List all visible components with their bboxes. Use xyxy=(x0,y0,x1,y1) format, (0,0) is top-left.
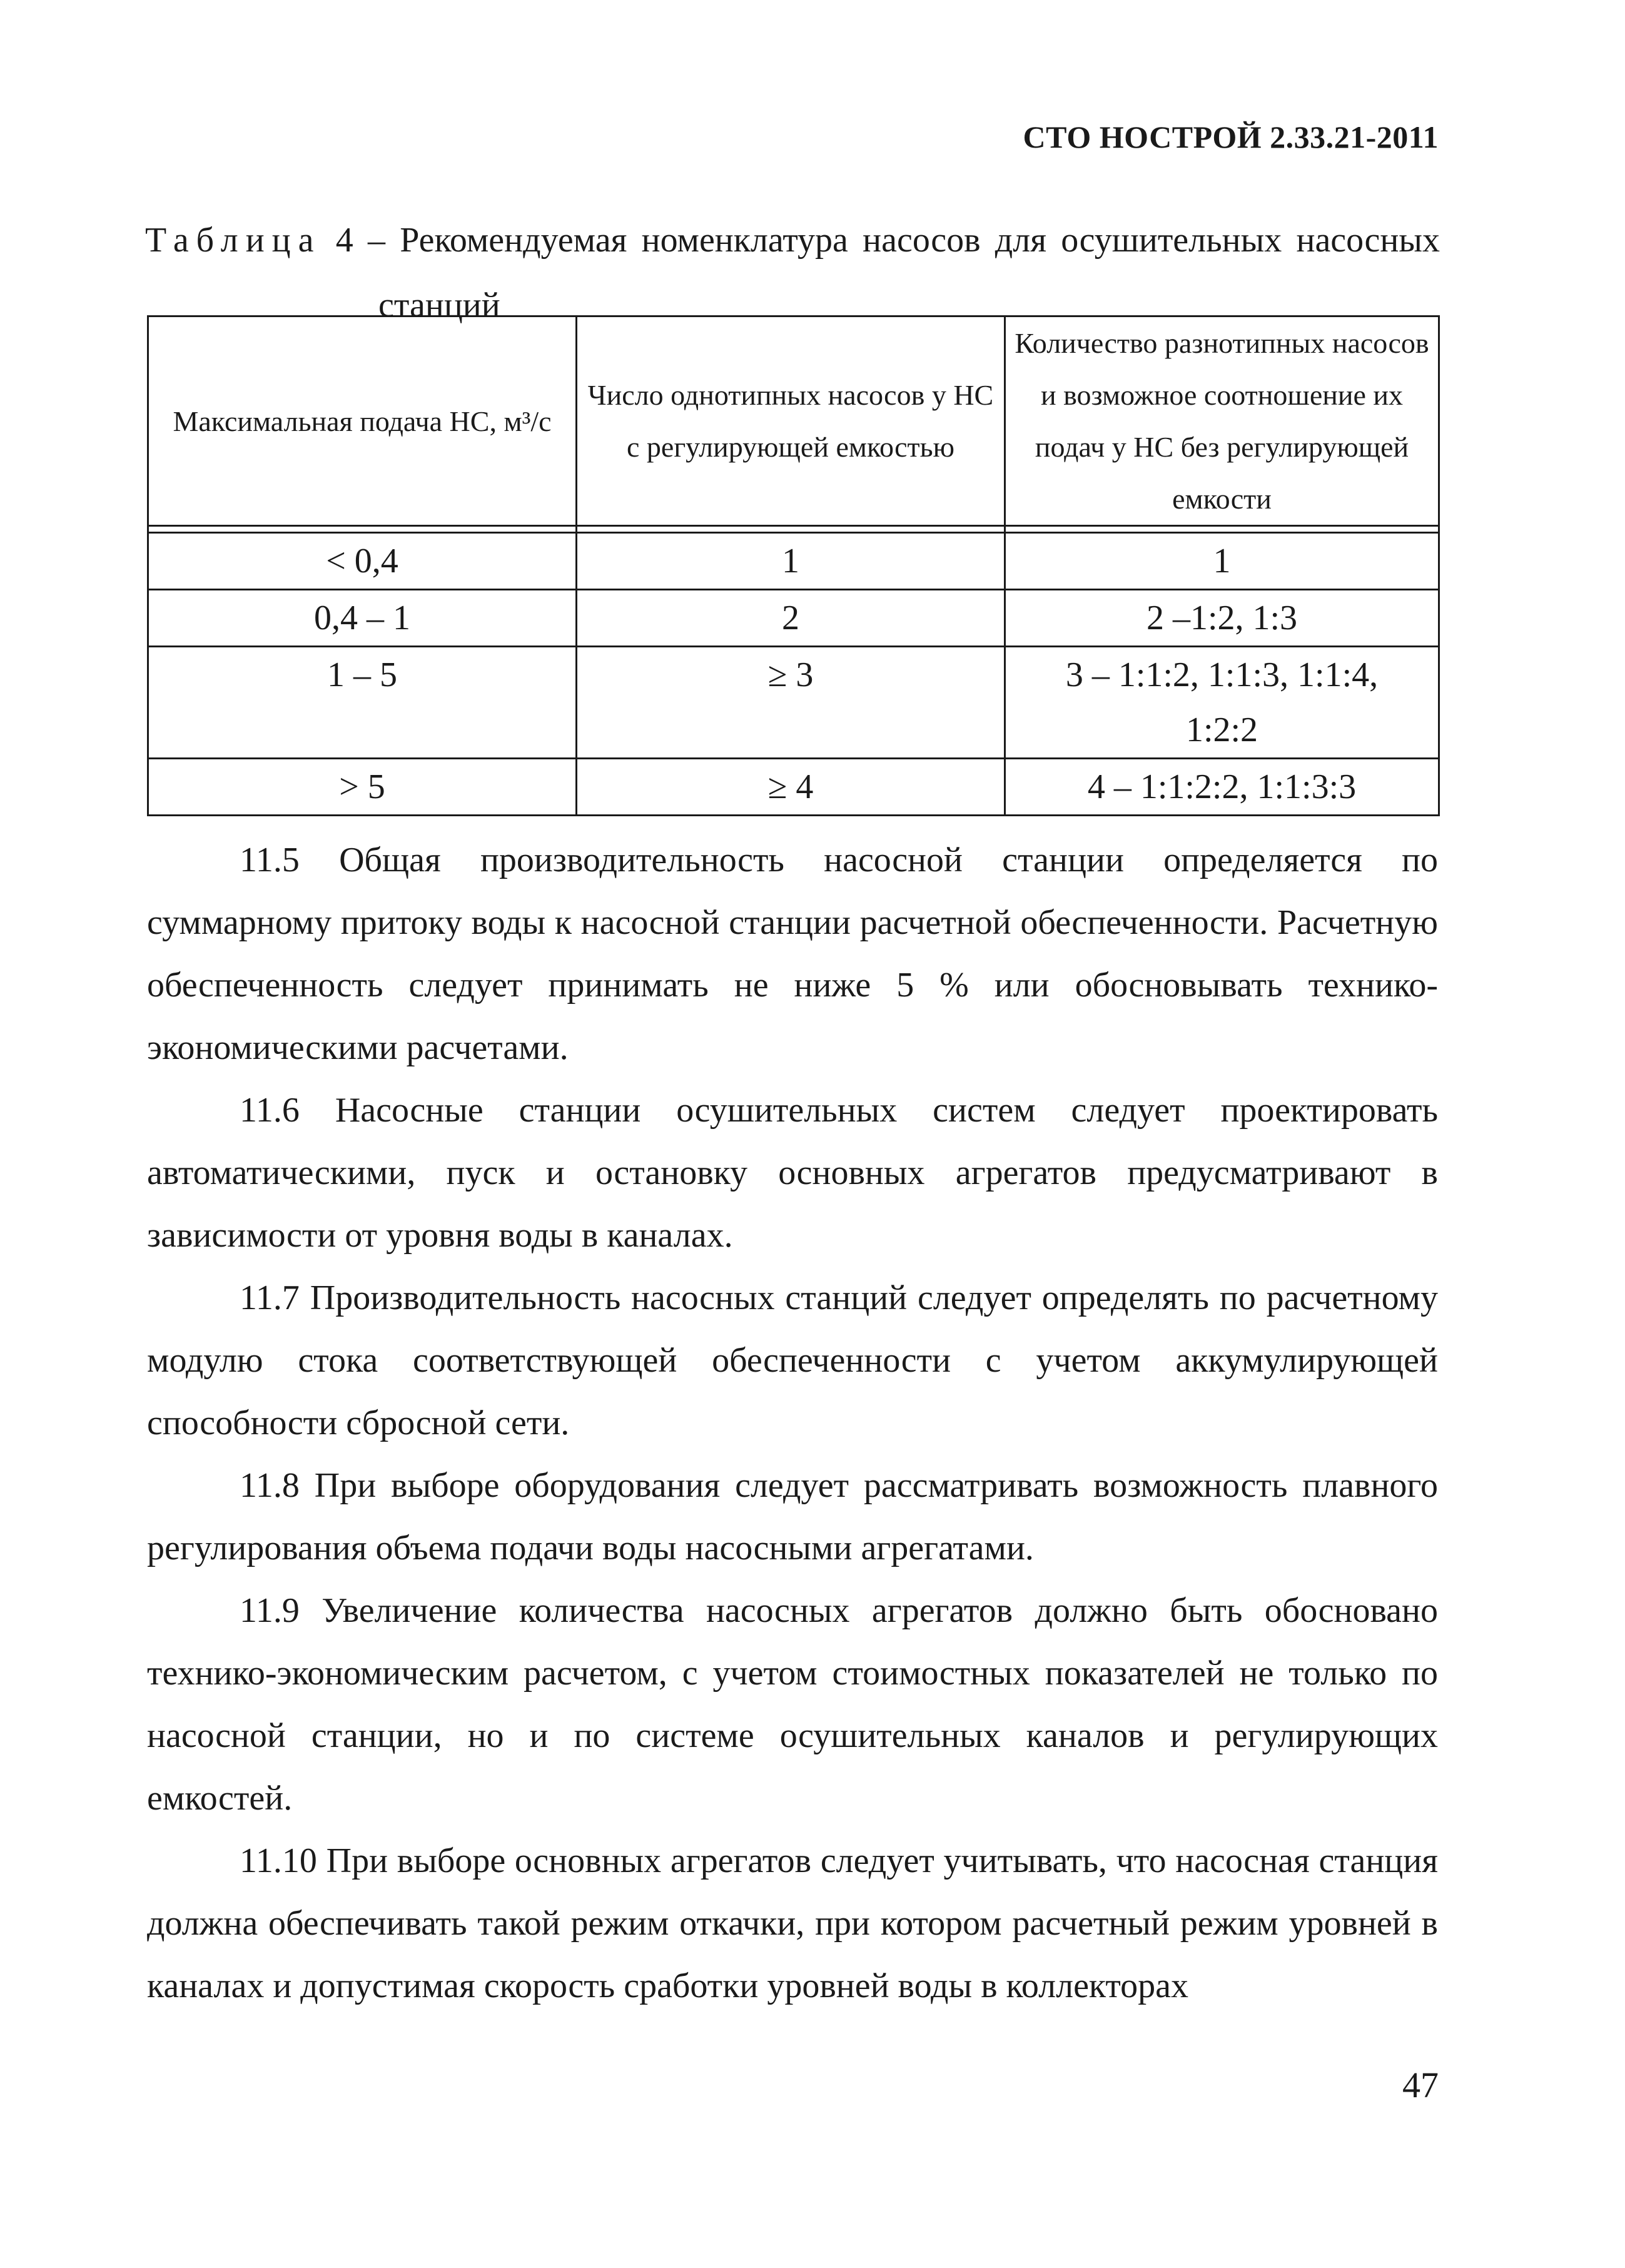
paragraph-11-8: 11.8 При выборе оборудования следует рассматривать возможность плавного регулирования объема подачи воды насосными агрегатами. xyxy=(147,1466,1438,1567)
table-cell: 2 xyxy=(577,590,1005,647)
body-text xyxy=(147,829,1438,2017)
table-caption-title: 4 – Рекомендуемая номенклатура насосов для осушительных насосных xyxy=(321,221,1440,260)
table-cell: 0,4 – 1 xyxy=(148,590,577,647)
paragraph-11-5: 11.5 Общая производительность насосной станции определяется по суммарному притоку воды к насосной станции расчетной обеспеченности. Расчетную обеспеченность следует принимать не ниже 5 % или обосновывать технико-экономическими расчетами. xyxy=(147,841,1438,1067)
table-cell: 4 – 1:1:2:2, 1:1:3:3 xyxy=(1005,759,1439,816)
column-header-same-type-pumps: Число однотипных насосов у НС с регулирующей емкостью xyxy=(577,316,1005,526)
table-cell: > 5 xyxy=(148,759,577,816)
table-header-row xyxy=(148,316,1439,526)
table-cell: < 0,4 xyxy=(148,533,577,590)
document-code: СТО НОСТРОЙ 2.33.21-2011 xyxy=(1023,119,1439,154)
pump-nomenclature-table xyxy=(147,315,1440,816)
table-cell: ≥ 3 xyxy=(577,647,1005,759)
table-cell: ≥ 4 xyxy=(577,759,1005,816)
table-cell: 3 – 1:1:2, 1:1:3, 1:1:4, 1:2:2 xyxy=(1005,647,1439,759)
table-caption-label: Таблица xyxy=(145,221,321,260)
table-row xyxy=(148,759,1439,816)
table-row xyxy=(148,647,1439,759)
table-row xyxy=(148,590,1439,647)
column-header-max-flow: Максимальная подача НС, м³/с xyxy=(148,316,577,526)
column-header-mixed-type-pumps: Количество разнотипных насосов и возможное соотношение их подач у НС без регулирующей емкости xyxy=(1005,316,1439,526)
paragraph-11-7: 11.7 Производительность насосных станций следует определять по расчетному модулю стока соответствующей обеспеченности с учетом аккумулирующей способности сбросной сети. xyxy=(147,1278,1438,1442)
paragraph-11-10: 11.10 При выборе основных агрегатов следует учитывать, что насосная станция должна обеспечивать такой режим откачки, при котором расчетный режим уровней в каналах и допустимая скорость сработки уровней воды в коллекторах xyxy=(147,1841,1438,2005)
header-separator xyxy=(148,526,1439,533)
page-number: 47 xyxy=(1402,2065,1439,2105)
table-cell: 1 – 5 xyxy=(148,647,577,759)
table-row xyxy=(148,533,1439,590)
paragraph-11-6: 11.6 Насосные станции осушительных систем следует проектировать автоматическими, пуск и остановку основных агрегатов предусматривают в зависимости от уровня воды в каналах. xyxy=(147,1091,1438,1255)
table-caption-continuation: станций xyxy=(378,286,500,325)
table-cell: 1 xyxy=(1005,533,1439,590)
table-cell: 2 –1:2, 1:3 xyxy=(1005,590,1439,647)
table-cell: 1 xyxy=(577,533,1005,590)
paragraph-11-9: 11.9 Увеличение количества насосных агрегатов должно быть обосновано технико-экономическим расчетом, с учетом стоимостных показателей не только по насосной станции, но и по системе осушительных каналов и регулирующих емкостей. xyxy=(147,1591,1438,1818)
